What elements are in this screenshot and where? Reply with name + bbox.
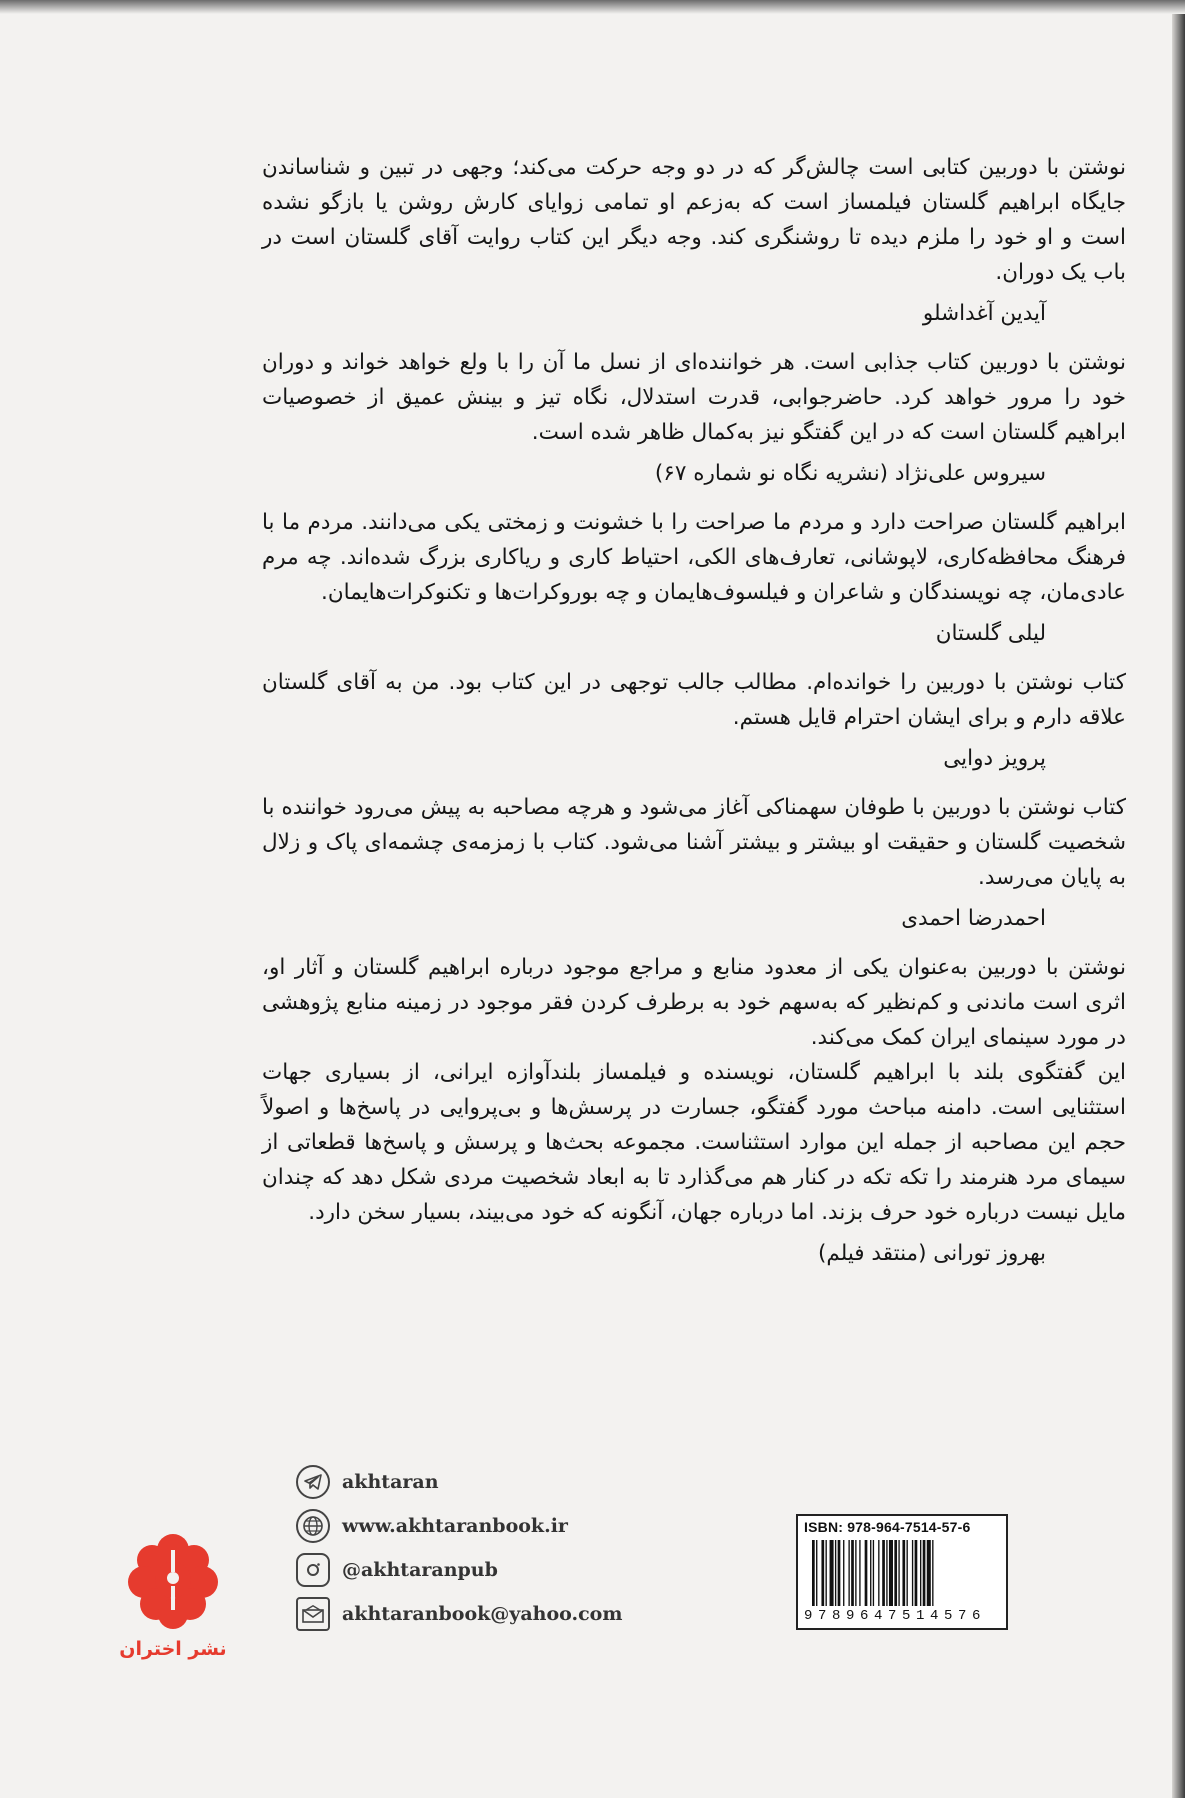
review-6 <box>262 950 1126 1271</box>
barcode-bar <box>932 1540 933 1606</box>
barcode-bar <box>878 1540 879 1606</box>
barcode-bar <box>902 1540 905 1606</box>
social-links <box>296 1460 696 1636</box>
review-text: کتاب نوشتن با دوربین را خوانده‌ام. مطالب جالب توجهی در این کتاب بود. من به آقای گلستان علاقه دارم و برای ایشان احترام قایل هستم. <box>262 670 1126 730</box>
globe-icon <box>296 1509 330 1543</box>
barcode-digits: 9789647514576 <box>804 1608 987 1624</box>
review-2 <box>262 345 1126 491</box>
cover-edge-shadow <box>1172 0 1185 1798</box>
review-text: نوشتن با دوربین کتاب جذابی است. هر خواننده‌ای از نسل ما آن را با ولع خواهد خواند و دوران خود را مرور خواهد کرد. حاضرجوابی، قدرت استدلال، نگاه تیز و بینش عمیق از خصوصیات ابراهیم گلستان است که در این گفتگو نیز به‌کمال ظاهر شده است. <box>262 350 1126 445</box>
telegram-handle: akhtaran <box>342 1471 439 1493</box>
barcode-bar <box>830 1540 834 1606</box>
review-text: کتاب نوشتن با دوربین با طوفان سهمناکی آغاز می‌شود و هرچه مصاحبه به پیش می‌رود خواننده با شخصیت گلستان و حقیقت او بیشتر و بیشتر آشنا می‌شود. کتاب با زمزمه‌ی چشمه‌ای پاک و زلال به پایان می‌رسد. <box>262 795 1126 890</box>
barcode-bar <box>898 1540 899 1606</box>
website-link[interactable] <box>296 1504 696 1548</box>
review-1 <box>262 150 1126 331</box>
barcode-bar <box>912 1540 913 1606</box>
review-author: بهروز تورانی (منتقد فیلم) <box>818 1241 1046 1266</box>
review-text: نوشتن با دوربین به‌عنوان یکی از معدود منابع و مراجع موجود درباره ابراهیم گلستان و آثار او، اثری است ماندنی و کم‌نظیر که به‌سهم خود به برطرف کردن فقر موجود در زمینه منابع پژوهشی در مورد سینمای ایران کمک می‌کند. <box>262 955 1126 1050</box>
review-text: ابراهیم گلستان صراحت دارد و مردم ما صراحت را با خشونت و زمختی یکی می‌دانند. مردم ما با فرهنگ محافظه‌کاری، لاپوشانی، تعارف‌های الکی، احتیاط کاری و ریاکاری بزرگ شده‌اند. چه مرم عادی‌مان، چه نویسندگان و شاعران و فیلسوف‌هایمان و چه بوروکرات‌ها و تکنوکرات‌هایمان. <box>262 510 1126 605</box>
barcode-bar <box>859 1540 860 1606</box>
barcode-bar <box>894 1540 897 1606</box>
review-5 <box>262 790 1126 936</box>
review-author: پرویز دوایی <box>943 746 1046 771</box>
telegram-link[interactable] <box>296 1460 696 1504</box>
email-icon <box>296 1597 330 1631</box>
barcode-bar <box>835 1540 836 1606</box>
barcode-bar <box>848 1540 849 1606</box>
barcode-bar <box>855 1540 856 1606</box>
barcode-bar <box>907 1540 908 1606</box>
barcode-bar <box>882 1540 885 1606</box>
barcode-bar <box>915 1540 918 1606</box>
barcode-bar <box>923 1540 926 1606</box>
review-author: احمدرضا احمدی <box>901 906 1046 931</box>
barcode-bar <box>865 1540 868 1606</box>
barcode-bar <box>816 1540 817 1606</box>
isbn-barcode <box>796 1514 1008 1630</box>
barcode-bar <box>826 1540 827 1606</box>
review-text: نوشتن با دوربین کتابی است چالش‌گر که در دو وجه حرکت می‌کند؛ وجهی در تبین و شناساندن جایگاه ابراهیم گلستان فیلمساز است که به‌زعم او تمامی زوایای کارش روشن یا بازگو نشده است و او خود را ملزم دیده تا روشنگری کند. وجه دیگر این کتاب روایت آقای گلستان است در باب یک دوران. <box>262 155 1126 285</box>
barcode-bar <box>920 1540 921 1606</box>
barcode-bar <box>889 1540 893 1606</box>
barcode-bar <box>851 1540 854 1606</box>
review-author: لیلی گلستان <box>935 621 1046 646</box>
telegram-icon <box>296 1465 330 1499</box>
barcode-bar <box>886 1540 887 1606</box>
review-author: آیدین آغداشلو <box>922 301 1046 326</box>
review-3 <box>262 505 1126 651</box>
review-text: این گفتگوی بلند با ابراهیم گلستان، نویسنده و فیلمساز بلندآوازه ایرانی، از بسیاری جهات استثنایی است. دامنه مباحث مورد گفتگو، جسارت در پرسش‌ها و بی‌پروایی در پاسخ‌ها و اصولاً حجم این مصاحبه از جمله این موارد استثناست. مجموعه بحث‌ها و پرسش و پاسخ‌ها قطعاتی از سیمای مرد هنرمند را تکه تکه در کنار هم می‌گذارد تا به ابعاد شخصیت مردی شکل دهد که چندان مایل نیست درباره خود حرف بزند. اما درباره جهان، آنگونه که خود می‌بیند، بسیار سخن دارد. <box>262 1060 1126 1225</box>
footer <box>0 1460 1172 1660</box>
barcode-bar <box>927 1540 931 1606</box>
top-edge-shadow <box>0 0 1185 14</box>
barcode-bars <box>812 1540 996 1606</box>
barcode-bar <box>873 1540 874 1606</box>
barcode-bar <box>870 1540 871 1606</box>
instagram-link[interactable] <box>296 1548 696 1592</box>
email-link[interactable] <box>296 1592 696 1636</box>
review-author: سیروس علی‌نژاد (نشریه نگاه نو شماره ۶۷) <box>654 461 1046 486</box>
barcode-bar <box>821 1540 824 1606</box>
reviews-section <box>262 150 1126 1285</box>
barcode-bar <box>812 1540 815 1606</box>
barcode-bar <box>843 1540 844 1606</box>
instagram-handle: @akhtaranpub <box>342 1559 498 1581</box>
review-4 <box>262 665 1126 776</box>
publisher-name: نشر اختران <box>119 1638 227 1660</box>
barcode-bar <box>838 1540 841 1606</box>
publisher-logo <box>118 1530 228 1680</box>
isbn-label: ISBN: 978-964-7514-57-6 <box>804 1519 971 1535</box>
publisher-flower-icon <box>118 1530 228 1634</box>
website-url: www.akhtaranbook.ir <box>342 1515 568 1537</box>
instagram-icon <box>296 1553 330 1587</box>
email-address: akhtaranbook@yahoo.com <box>342 1603 623 1625</box>
